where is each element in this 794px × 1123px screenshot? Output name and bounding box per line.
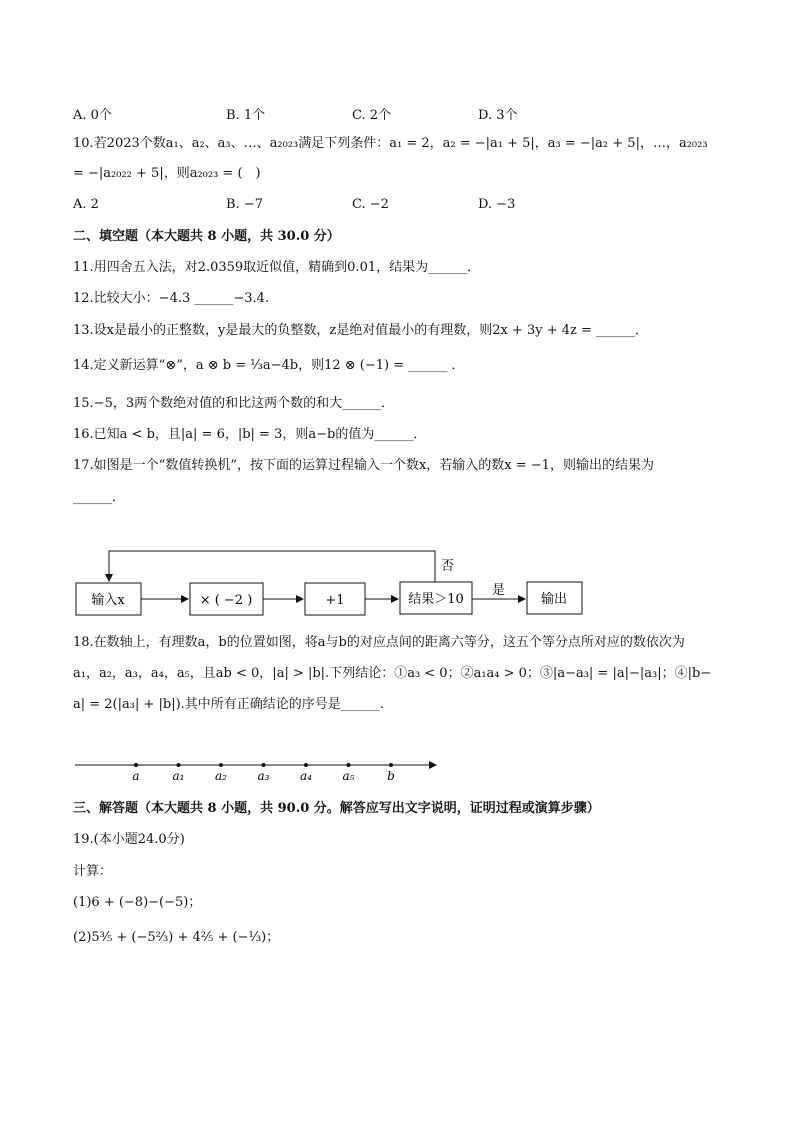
number-line-point [177, 763, 181, 767]
q9-option-d: D. 3个 [478, 108, 518, 123]
flowchart-input-label: 输入x [91, 593, 125, 608]
section3-title: 三、解答题（本大题共 8 小题，共 90.0 分。解答应写出文字说明，证明过程或演算步骤） [73, 801, 600, 816]
q18-line1: 18.在数轴上，有理数a，b的位置如图，将a与b的对应点间的距离六等分，这五个等分点所对应的数依次为 [73, 635, 685, 650]
q19-intro: 计算： [73, 864, 113, 879]
q10-option-c: C. −2 [352, 197, 389, 212]
number-line-point [134, 763, 138, 767]
q10-line2: = −|a₂₀₂₂ + 5|，则a₂₀₂₃ = ( ) [73, 166, 261, 181]
flowchart-add-label: +1 [325, 593, 345, 608]
flowchart-loop-line [109, 551, 435, 583]
q17-line1: 17.如图是一个“数值转换机”，按下面的运算过程输入一个数x，若输入的数x = −1，则输出的结果为 [73, 458, 654, 473]
q18-line3: a| = 2(|a₃| + |b|).其中所有正确结论的序号是______. [73, 697, 384, 712]
number-line-label: b [387, 769, 395, 783]
q19-part2: (2)5³⁄₅ + (−5²⁄₃) + 4²⁄₅ + (−⅓)； [73, 930, 280, 945]
flowchart-multiply-label: × ( −2 ) [199, 593, 253, 608]
number-line-label: a₃ [257, 769, 270, 783]
flowchart-output-label: 输出 [540, 592, 568, 607]
q10-line1: 10.若2023个数a₁、a₂、a₃、…、a₂₀₂₃满足下列条件：a₁ = 2，a₂ = −|a₁ + 5|，a₃ = −|a₂ + 5|，…，a₂₀₂₃ [73, 136, 708, 151]
number-line-label: a₁ [172, 769, 185, 783]
q11: 11.用四舍五入法，对2.0359取近似值，精确到0.01，结果为______． [73, 260, 481, 275]
q10-option-d: D. −3 [478, 197, 516, 212]
number-line-label: a₂ [215, 769, 227, 783]
q10-option-a: A. 2 [73, 197, 99, 212]
q18-line2: a₁，a₂，a₃，a₄，a₅，且ab < 0，|a| > |b|.下列结论：①a₃ < 0；②a₁a₄ > 0；③|a−a₃| = |a|−|a₃|；④|b− [73, 666, 712, 681]
section2-title: 二、填空题（本大题共 8 小题，共 30.0 分） [73, 229, 340, 244]
q9-option-a: A. 0个 [73, 108, 112, 123]
number-line-point [389, 763, 393, 767]
number-line-label: a [132, 769, 140, 783]
q16: 16.已知a < b，且|a| = 6，|b| = 3，则a−b的值为______． [73, 427, 427, 442]
number-line-point [262, 763, 266, 767]
q10-option-b: B. −7 [226, 197, 263, 212]
number-line-point [219, 763, 223, 767]
q14: 14.定义新运算“⊗”，a ⊗ b = ⅓a−4b，则12 ⊗ (−1) = ______ ． [73, 358, 465, 373]
q17-line2: ______． [73, 490, 126, 505]
number-line-label: a₄ [300, 769, 312, 783]
q19-header: 19.(本小题24.0分) [73, 832, 185, 847]
q9-option-c: C. 2个 [352, 108, 392, 123]
flowchart-diagram [60, 540, 600, 625]
number-line-label: a₅ [342, 769, 355, 783]
flowchart-condition-label: 结果＞10 [408, 592, 464, 607]
flowchart-yes-label: 是 [492, 583, 506, 598]
q12: 12.比较大小：−4.3 ______−3.4. [73, 291, 270, 306]
number-line-point [347, 763, 351, 767]
flowchart-no-label: 否 [441, 559, 455, 574]
q19-part1: (1)6 + (−8)−(−5)； [73, 895, 202, 910]
q15: 15.−5，3两个数绝对值的和比这两个数的和大______． [73, 396, 395, 411]
q13: 13.设x是最小的正整数，y是最大的负整数，z是绝对值最小的有理数，则2x + 3y + 4z = ______． [73, 323, 649, 338]
number-line-diagram [70, 752, 450, 784]
q9-option-b: B. 1个 [226, 108, 266, 123]
number-line-point [304, 763, 308, 767]
